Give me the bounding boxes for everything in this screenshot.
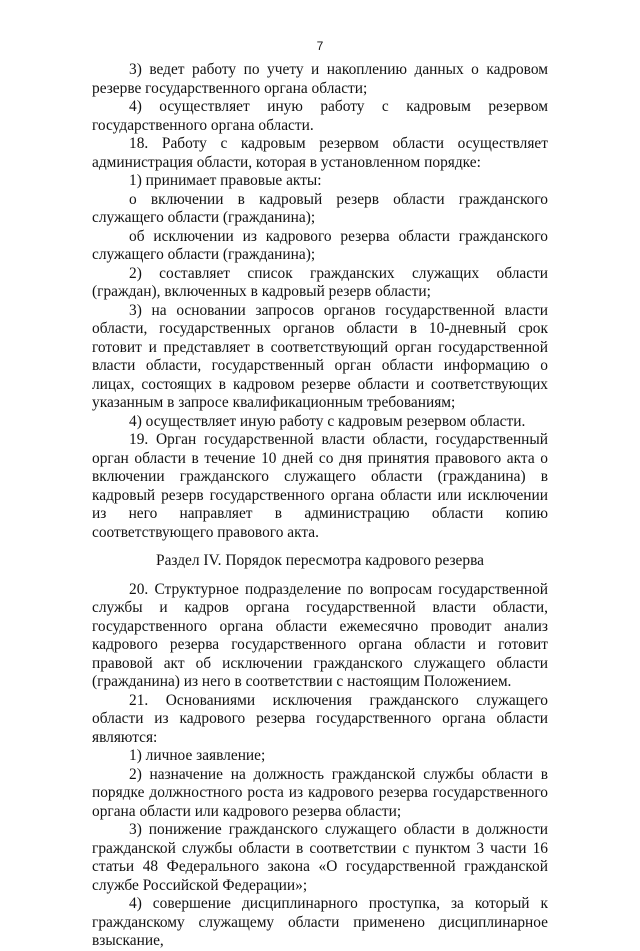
paragraph: 20. Структурное подразделение по вопросам государственной службы и кадров органа государственной власти области, государственного органа области ежемесячно проводит анализ кадрового резерва государственного органа области и готовит правовой акт об исключении гражданского служащего области (гражданина) из него в соответствии с настоящим Положением. — [92, 580, 548, 690]
paragraph: 21. Основаниями исключения гражданского служащего области из кадрового резерва государственного органа области являются: — [92, 691, 548, 746]
section-heading: Раздел IV. Порядок пересмотра кадрового резерва — [156, 552, 484, 569]
document-body — [92, 61, 548, 951]
paragraph: 1) принимает правовые акты: — [129, 172, 322, 189]
paragraph: 19. Орган государственной власти области, государственный орган области в течение 10 дней со дня принятия правового акта о включении гражданского служащего области (гражданина) в кадровый резерв государственного органа области или исключении из него направляет в администрацию области копию соответствующего правового акта. — [92, 431, 548, 541]
paragraph: 1) личное заявление; — [129, 747, 266, 764]
paragraph: 3) ведет работу по учету и накоплению данных о кадровом резерве государственного органа области; — [92, 61, 548, 97]
paragraph: 2) назначение на должность гражданской службы области в порядке должностного роста из кадрового резерва государственного органа области или кадрового резерва области; — [92, 765, 548, 820]
paragraph: 4) осуществляет иную работу с кадровым резервом области. — [129, 412, 526, 430]
paragraph: об исключении из кадрового резерва области гражданского служащего области (гражданина); — [92, 227, 548, 263]
paragraph: 2) составляет список гражданских служащих области (граждан), включенных в кадровый резерв области; — [92, 264, 548, 300]
page-number: 7 — [316, 39, 324, 53]
paragraph: 3) на основании запросов органов государственной власти области, государственных органов области в 10-дневный срок готовит и представляет в соответствующий орган государственной власти области, государственный орган области информацию о лицах, состоящих в кадровом резерве области и соответствующих указанным в запросе квалификационным требованиям; — [92, 301, 548, 411]
paragraph: 4) осуществляет иную работу с кадровым резервом государственного органа области. — [92, 98, 548, 134]
paragraph: 4) совершение дисциплинарного проступка, за который к гражданскому служащему области применено дисциплинарное взыскание, — [92, 895, 548, 949]
paragraph: о включении в кадровый резерв области гражданского служащего области (гражданина); — [92, 190, 548, 226]
paragraph: 18. Работу с кадровым резервом области осуществляет администрация области, которая в установленном порядке: — [92, 135, 548, 171]
paragraph: 3) понижение гражданского служащего области в должности гражданской службы области в соответствии с пунктом 3 части 16 статьи 48 Федерального закона «О государственной гражданской службе Российской Федерации»; — [92, 821, 548, 894]
